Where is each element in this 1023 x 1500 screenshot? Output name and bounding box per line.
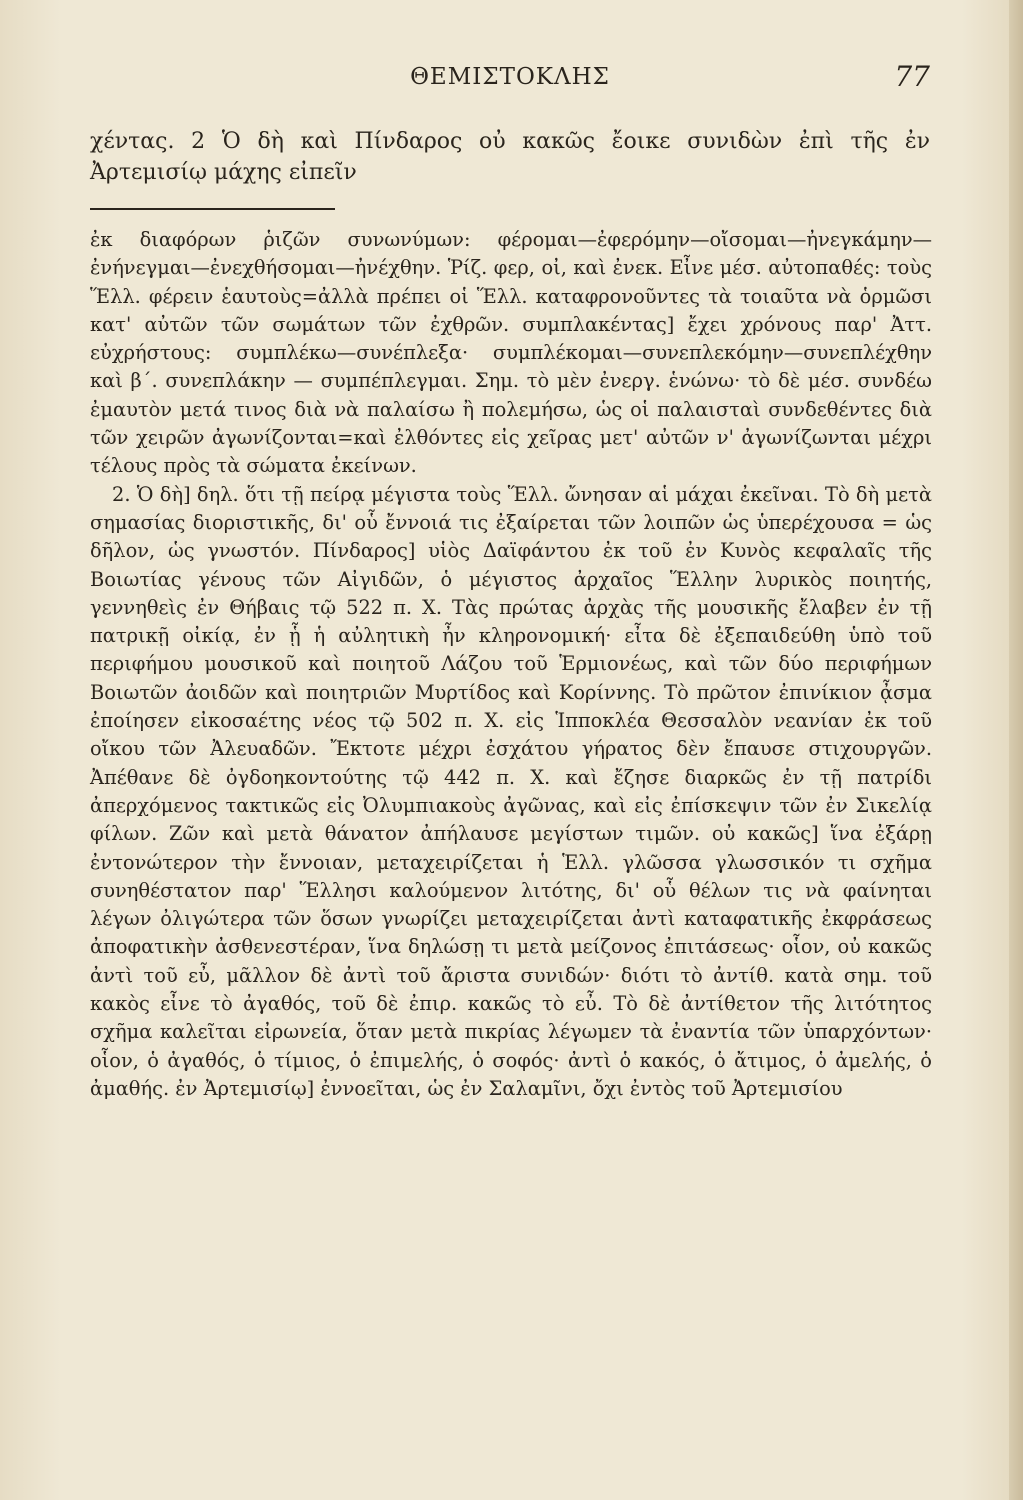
- note-2: 2. Ὁ δὴ] δηλ. ὅτι τῇ πείρᾳ μέγιστα τοὺς Ἕλλ. ὤνησαν αἱ μάχαι ἐκεῖναι. Τὸ δὴ μετὰ σημασίας διοριστικῆς, δι' οὗ ἔννοιά τις ἐξαίρεται τῶν λοιπῶν ὡς ὑπερέχουσα = ὡς δῆλον, ὡς γνωστόν. Πίνδαρος] υἱὸς Δαϊφάντου ἐκ τοῦ ἐν Κυνὸς κεφαλαῖς τῆς Βοιωτίας γένους τῶν Αἰγιδῶν, ὁ μέγιστος ἀρχαῖος Ἕλλην λυρικὸς ποιητής, γεννηθεὶς ἐν Θήβαις τῷ 522 π. Χ. Τὰς πρώτας ἀρχὰς τῆς μουσικῆς ἔλαβεν ἐν τῇ πατρικῇ οἰκίᾳ, ἐν ᾗ ἡ αὐλητικὴ ἦν κληρονομική· εἶτα δὲ ἐξεπαιδεύθη ὑπὸ τοῦ περιφήμου μουσικοῦ καὶ ποιητοῦ Λάζου τοῦ Ἑρμιονέως, καὶ τῶν δύο περιφήμων Βοιωτῶν ἀοιδῶν καὶ ποιητριῶν Μυρτίδος καὶ Κορίννης. Τὸ πρῶτον ἐπινίκιον ᾆσμα ἐποίησεν εἰκοσαέτης νέος τῷ 502 π. Χ. εἰς Ἱπποκλέα Θεσσαλὸν νεανίαν ἐκ τοῦ οἴκου τῶν Ἀλευαδῶν. Ἔκτοτε μέχρι ἐσχάτου γήρατος δὲν ἔπαυσε στιχουργῶν. Ἀπέθανε δὲ ὀγδοηκοντούτης τῷ 442 π. Χ. καὶ ἔζησε διαρκῶς ἐν τῇ πατρίδι ἀπερχόμενος τακτικῶς εἰς Ὀλυμπιακοὺς ἀγῶνας, καὶ εἰς ἐπίσκεψιν τῶν ἐν Σικελίᾳ φίλων. Ζῶν καὶ μετὰ θάνατον ἀπήλαυσε μεγίστων τιμῶν. οὐ κακῶς] ἵνα ἐξάρῃ ἐντονώτερον τὴν ἔννοιαν, μεταχειρίζεται ἡ Ἑλλ. γλῶσσα γλωσσικόν τι σχῆμα συνηθέστατον παρ' Ἕλλησι καλούμενον λιτότης, δι' οὗ θέλων τις νὰ φαίνηται λέγων ὀλιγώτερα τῶν ὅσων γνωρίζει μεταχειρίζεται ἀντὶ καταφατικῆς ἐκφράσεως ἀποφατικὴν ἀσθενεστέραν, ἵνα δηλώσῃ τι μετὰ μείζονος ἐπιτάσεως· οἷον, οὐ κακῶς ἀντὶ τοῦ εὖ, μᾶλλον δὲ ἀντὶ τοῦ ἄριστα συνιδών· διότι τὸ ἀντίθ. κατὰ σημ. τοῦ κακὸς εἶνε τὸ ἀγαθός, τοῦ δὲ ἐπιρ. κακῶς τὸ εὖ. Τὸ δὲ ἀντίθετον τῆς λιτότητος σχῆμα καλεῖται εἰρωνεία, ὅταν μετὰ πικρίας λέγωμεν τὰ ἐναντία τῶν ὑπαρχόντων· οἷον, ὁ ἀγαθός, ὁ τίμιος, ὁ ἐπιμελής, ὁ σοφός· ἀντὶ ὁ κακός, ὁ ἄτιμος, ὁ ἀμελής, ὁ ἀμαθής. ἐν Ἀρτεμισίῳ] ἐννοεῖται, ὡς ἐν Σαλαμῖνι, ὄχι ἐντὸς τοῦ Ἀρτεμισίου: [90, 482, 932, 1100]
- note-continuation: ἐκ διαφόρων ῥιζῶν συνωνύμων: φέρομαι—ἐφερόμην—οἴσομαι—ἠνεγκάμην—ἐνήνεγμαι—ἐνεχθήσομαι—ἠνέχθην. Ῥίζ. φερ, οἰ, καὶ ἐνεκ. Εἶνε μέσ. αὐτοπαθές: τοὺς Ἕλλ. φέρειν ἑαυτοὺς=ἀλλὰ πρέπει οἱ Ἕλλ. καταφρονοῦντες τὰ τοιαῦτα νὰ ὁρμῶσι κατ' αὐτῶν τῶν σωμάτων τῶν ἐχθρῶν. συμπλακέντας] ἔχει χρόνους παρ' Ἀττ. εὐχρήστους: συμπλέκω—συνέπλεξα· συμπλέκομαι—συνεπλεκόμην—συνεπλέχθην καὶ β΄. συνεπλάκην — συμπέπλεγμαι. Σημ. τὸ μὲν ἐνεργ. ἑνώνω· τὸ δὲ μέσ. συνδέω ἐμαυτὸν μετά τινος διὰ νὰ παλαίσω ἢ πολεμήσω, ὡς οἱ παλαισταὶ συνδεθέντες διὰ τῶν χειρῶν ἀγωνίζονται=καὶ ἐλθόντες εἰς χεῖρας μετ' αὐτῶν ν' ἀγωνίζωνται μέχρι τέλους πρὸς τὰ σώματα ἐκείνων.: [90, 228, 932, 478]
- main-text-paragraph: χέντας. 2 Ὁ δὴ καὶ Πίνδαρος οὐ κακῶς ἔοικε συνιδὼν ἐπὶ τῆς ἐν Ἀρτεμισίῳ μάχης εἰπεῖν: [90, 129, 930, 185]
- footnote-divider: [90, 208, 335, 210]
- commentary-notes: [90, 226, 932, 1103]
- running-title: ΘΕΜΙΣΤΟΚΛΗΣ: [410, 64, 610, 90]
- page-number: 77: [894, 60, 930, 93]
- page-gutter: [1009, 0, 1023, 1500]
- page-header: [90, 60, 930, 100]
- main-text: [90, 126, 930, 188]
